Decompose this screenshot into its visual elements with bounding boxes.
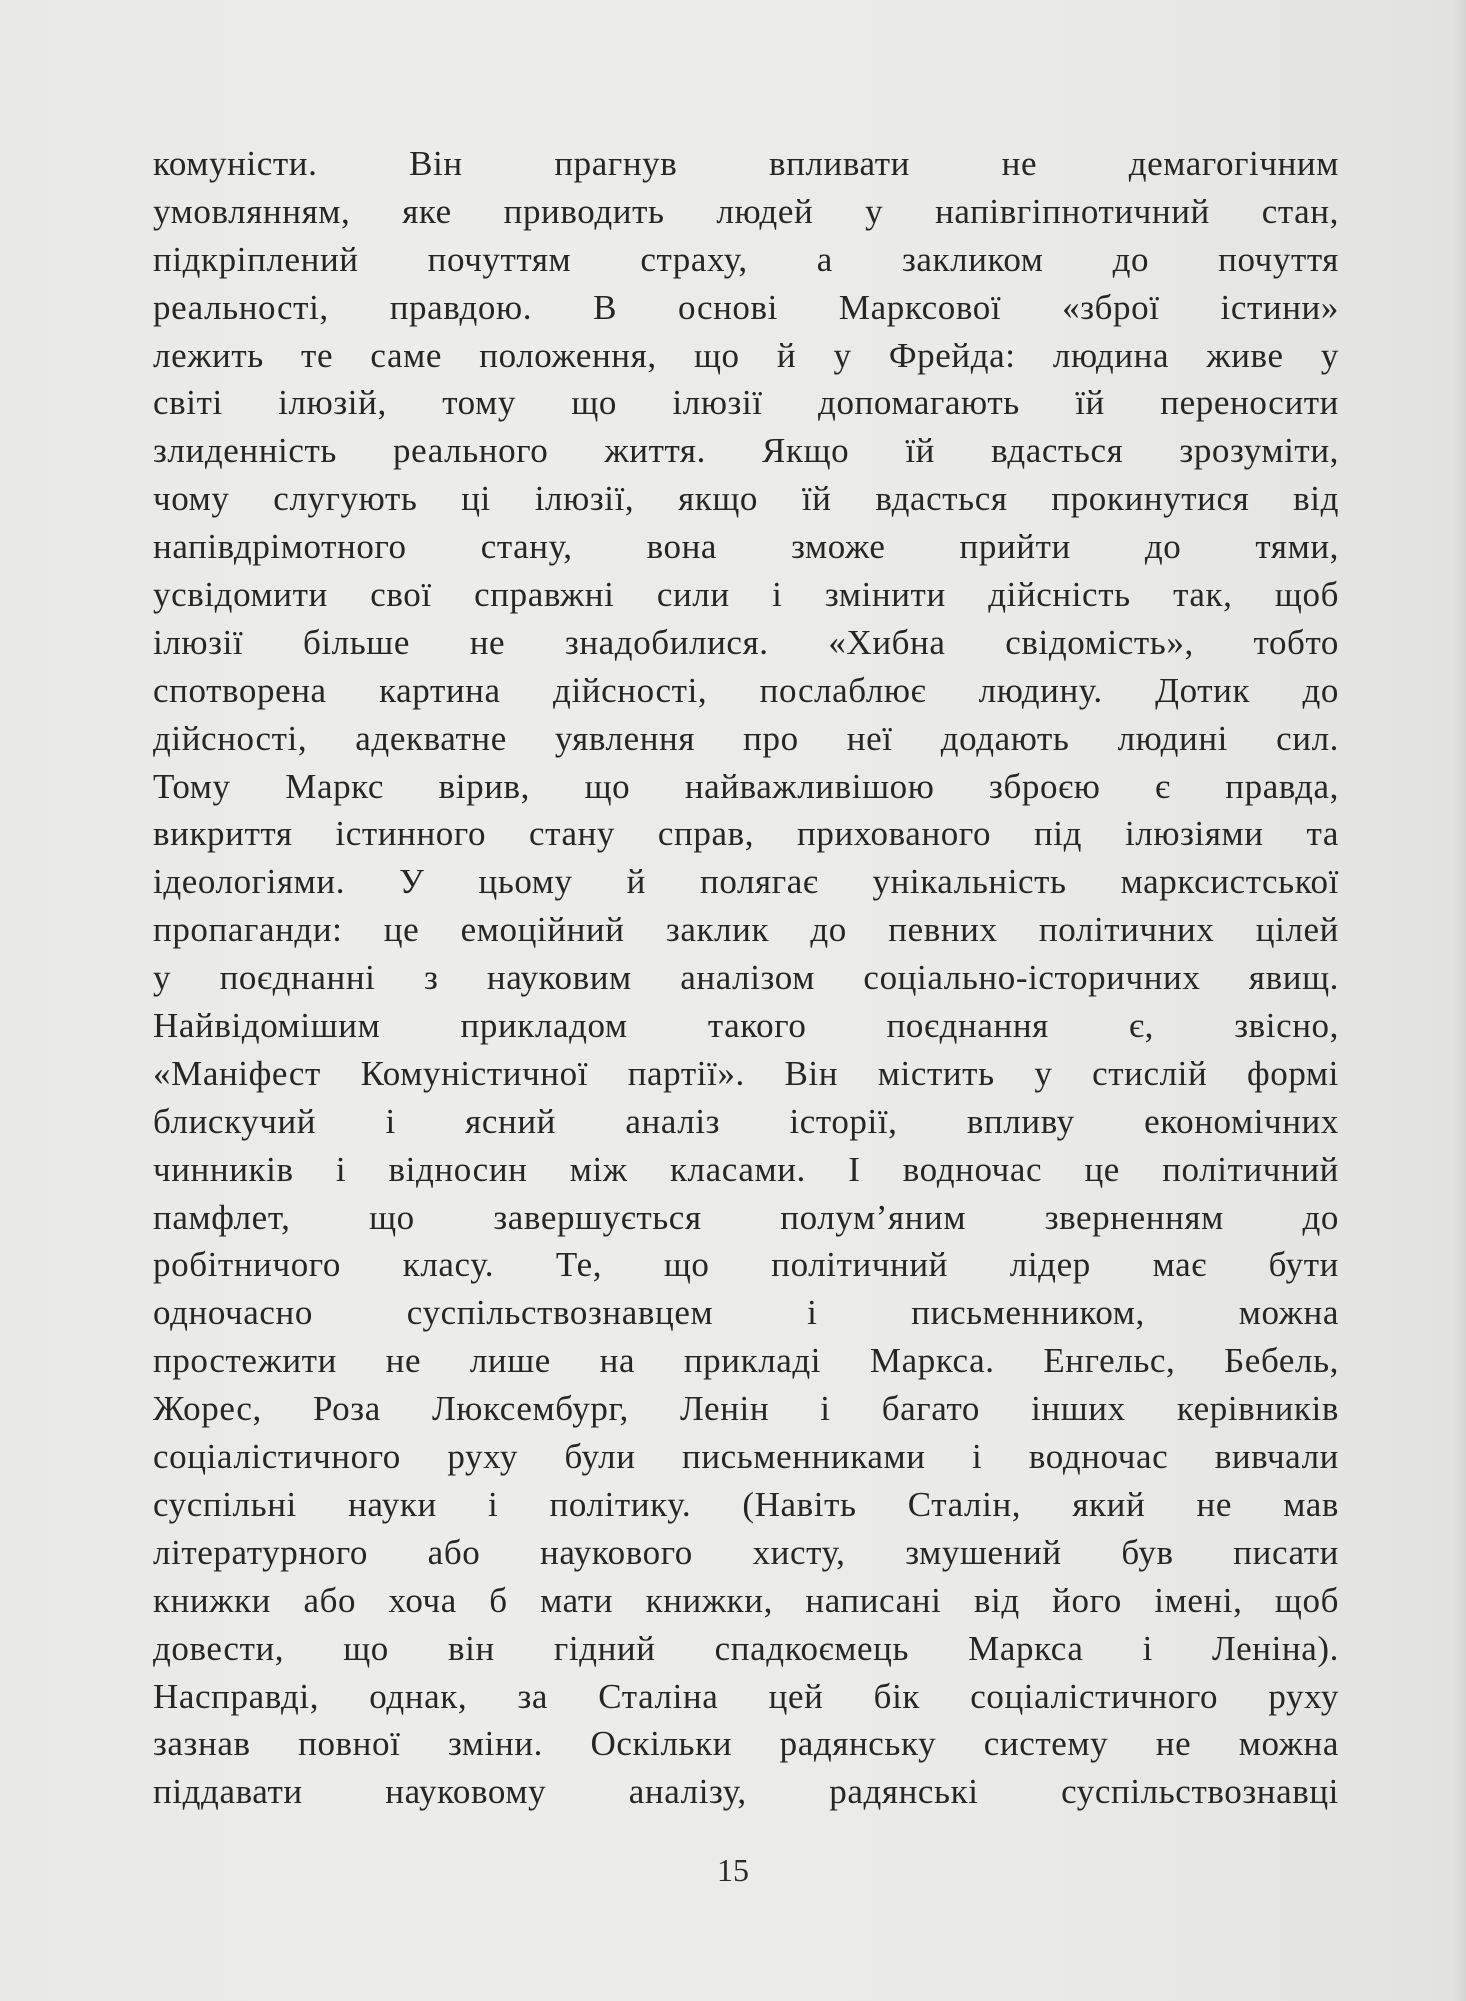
text-line: піддавати науковому аналізу, радянські суспільствознавці	[153, 1772, 1339, 1812]
text-line: Насправді, однак, за Сталіна цей бік соціалістичного руху	[153, 1676, 1339, 1716]
text-line: довести, що він гідний спадкоємець Маркса і Леніна).	[153, 1628, 1339, 1668]
text-line: реальності, правдою. В основі Марксової «зброї істини»	[153, 287, 1339, 327]
text-line: злиденність реального життя. Якщо їй вдасться зрозуміти,	[153, 431, 1339, 471]
text-line: спотворена картина дійсності, послаблює людину. Дотик до	[153, 670, 1339, 710]
text-line: Тому Маркс вірив, що найважливішою зброєю є правда,	[153, 766, 1339, 806]
text-line: суспільні науки і політику. (Навіть Сталін, який не мав	[153, 1484, 1339, 1524]
text-line: простежити не лише на прикладі Маркса. Енгельс, Бебель,	[153, 1341, 1339, 1381]
text-line: одночасно суспільствознавцем і письменником, можна	[153, 1293, 1339, 1333]
text-line: викриття істинного стану справ, прихованого під ілюзіями та	[153, 814, 1339, 854]
body-text	[153, 140, 1339, 1816]
text-line: «Маніфест Комуністичної партії». Він містить у стислій формі	[153, 1053, 1339, 1093]
text-line: книжки або хоча б мати книжки, написані від його імені, щоб	[153, 1580, 1339, 1620]
text-line: памфлет, що завершується полум’яним зверненням до	[153, 1197, 1339, 1237]
text-line: соціалістичного руху були письменниками і водночас вивчали	[153, 1437, 1339, 1477]
text-line: зазнав повної зміни. Оскільки радянську систему не можна	[153, 1724, 1339, 1764]
text-line: літературного або наукового хисту, змушений був писати	[153, 1532, 1339, 1572]
text-line: блискучий і ясний аналіз історії, впливу економічних	[153, 1101, 1339, 1141]
page-number: 15	[717, 1852, 749, 1888]
text-line: ідеологіями. У цьому й полягає унікальність марксистської	[153, 862, 1339, 902]
text-line: дійсності, адекватне уявлення про неї додають людині сил.	[153, 718, 1339, 758]
text-line: умовлянням, яке приводить людей у напівгіпнотичний стан,	[153, 191, 1339, 231]
text-line: підкріплений почуттям страху, а закликом до почуття	[153, 239, 1339, 279]
text-line: напівдрімотного стану, вона зможе прийти до тями,	[153, 527, 1339, 567]
text-line: Найвідомішим прикладом такого поєднання є, звісно,	[153, 1006, 1339, 1046]
text-line: комуністи. Він прагнув впливати не демагогічним	[153, 144, 1339, 183]
text-line: ілюзії більше не знадобилися. «Хибна свідомість», тобто	[153, 622, 1339, 662]
text-line: Жорес, Роза Люксембург, Ленін і багато інших керівників	[153, 1389, 1339, 1429]
page-edge-shadow	[1452, 0, 1466, 2001]
text-line: у поєднанні з науковим аналізом соціально-історичних явищ.	[153, 958, 1339, 998]
text-line: чинників і відносин між класами. І водночас це політичний	[153, 1149, 1339, 1189]
text-line: лежить те саме положення, що й у Фрейда: людина живе у	[153, 335, 1339, 375]
text-line: робітничого класу. Те, що політичний лідер має бути	[153, 1245, 1339, 1285]
text-line: пропаганди: це емоційний заклик до певних політичних цілей	[153, 910, 1339, 950]
text-line: усвідомити свої справжні сили і змінити дійсність так, щоб	[153, 575, 1339, 615]
text-line: чому слугують ці ілюзії, якщо їй вдасться прокинутися від	[153, 479, 1339, 519]
text-line: світі ілюзій, тому що ілюзії допомагають їй переносити	[153, 383, 1339, 423]
